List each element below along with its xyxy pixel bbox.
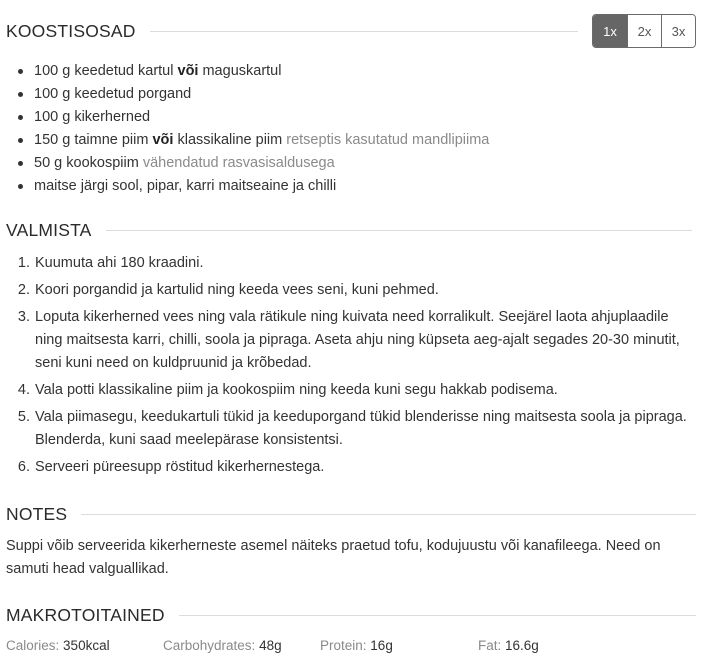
scale-2x-button[interactable]: 2x [627,15,661,47]
instruction-step: 4. Vala potti klassikaline piim ja kookospiim ning keeda kuni segu hakkab podisema. [34,379,692,402]
instruction-step: 5. Vala piimasegu, keedukartuli tükid ja keeduporgand tükid blenderisse ning maitsesta soola ja pipraga. Blenderda, kuni saad meelepärase konsistentsi. [34,406,692,452]
notes-header [6,502,696,526]
divider [81,514,696,515]
instructions-list [6,252,692,479]
ingredient-text: 100 g keedetud porgand [34,86,192,102]
nutrient-amount: 48g [259,638,282,653]
divider [179,615,696,616]
nutrient-amount: 16g [370,638,393,653]
ingredient-text: klassikaline piim [173,132,287,148]
ingredient-text: 50 g kookospiim [34,155,143,171]
calories-value [6,638,163,653]
scale-1x-button[interactable]: 1x [593,15,627,47]
nutrient-amount: 350kcal [63,638,110,653]
fat-value [478,638,539,653]
ingredient-item [16,129,696,152]
ingredients-section [6,14,696,198]
ingredient-text: 100 g keedetud kartul [34,63,178,79]
instruction-step: 6. Serveeri püreesupp röstitud kikerhernestega. [34,456,692,479]
ingredient-item [16,106,696,129]
nutrition-values [6,638,696,653]
instruction-step: 2. Koori porgandid ja kartulid ning keeda vees seni, kuni pehmed. [34,279,692,302]
ingredient-alt: või [177,63,199,79]
nutrition-header [6,603,696,627]
scale-3x-button[interactable]: 3x [661,15,695,47]
ingredient-text: 100 g kikerherned [34,109,151,125]
ingredient-note: vähendatud rasvasisaldusega [142,155,335,171]
instructions-section [6,218,692,483]
ingredients-header [6,14,696,48]
divider [106,230,692,231]
ingredient-text: 150 g taimne piim [34,132,153,148]
protein-value [320,638,478,653]
servings-scale-toggle [592,14,696,48]
notes-text: Suppi võib serveerida kikerherneste asemel näiteks praetud tofu, kodujuustu või kanafileega. Need on samuti head valguallikad. [6,538,661,577]
ingredient-note: retseptis kasutatud mandlipiima [286,132,490,148]
ingredient-item [16,175,696,198]
nutrient-amount: 16.6g [505,638,539,653]
ingredient-item [16,83,696,106]
carbohydrates-value [163,638,320,653]
nutrient-label: Protein: [320,638,367,653]
ingredient-item [16,152,696,175]
ingredient-text: maguskartul [198,63,282,79]
ingredients-list [6,60,696,198]
nutrition-title: MAKROTOITAINED [6,604,165,625]
instructions-title: VALMISTA [6,219,92,240]
ingredients-title: KOOSTISOSAD [6,20,136,41]
notes-title: NOTES [6,503,68,524]
notes-section [6,502,696,581]
ingredient-alt: või [152,132,174,148]
ingredient-text: maitse järgi sool, pipar, karri maitseaine ja chilli [34,178,337,194]
nutrient-label: Calories: [6,638,60,653]
nutrition-section [6,603,696,653]
ingredient-item [16,60,696,83]
nutrient-label: Carbohydrates: [163,638,256,653]
divider [150,31,578,32]
instruction-step: 3. Loputa kikerherned vees ning vala rätikule ning kuivata need korralikult. Seejärel laota ahjuplaadile ning maitsesta karri, chilli, soola ja pipraga. Aseta ahju ning küpseta aeg-ajalt segades 20-30 minutit, seni kuni need on kuldpruunid ja krõbedad. [34,306,692,375]
nutrient-label: Fat: [478,638,502,653]
instruction-step: 1. Kuumuta ahi 180 kraadini. [34,252,692,275]
instructions-header [6,218,692,242]
